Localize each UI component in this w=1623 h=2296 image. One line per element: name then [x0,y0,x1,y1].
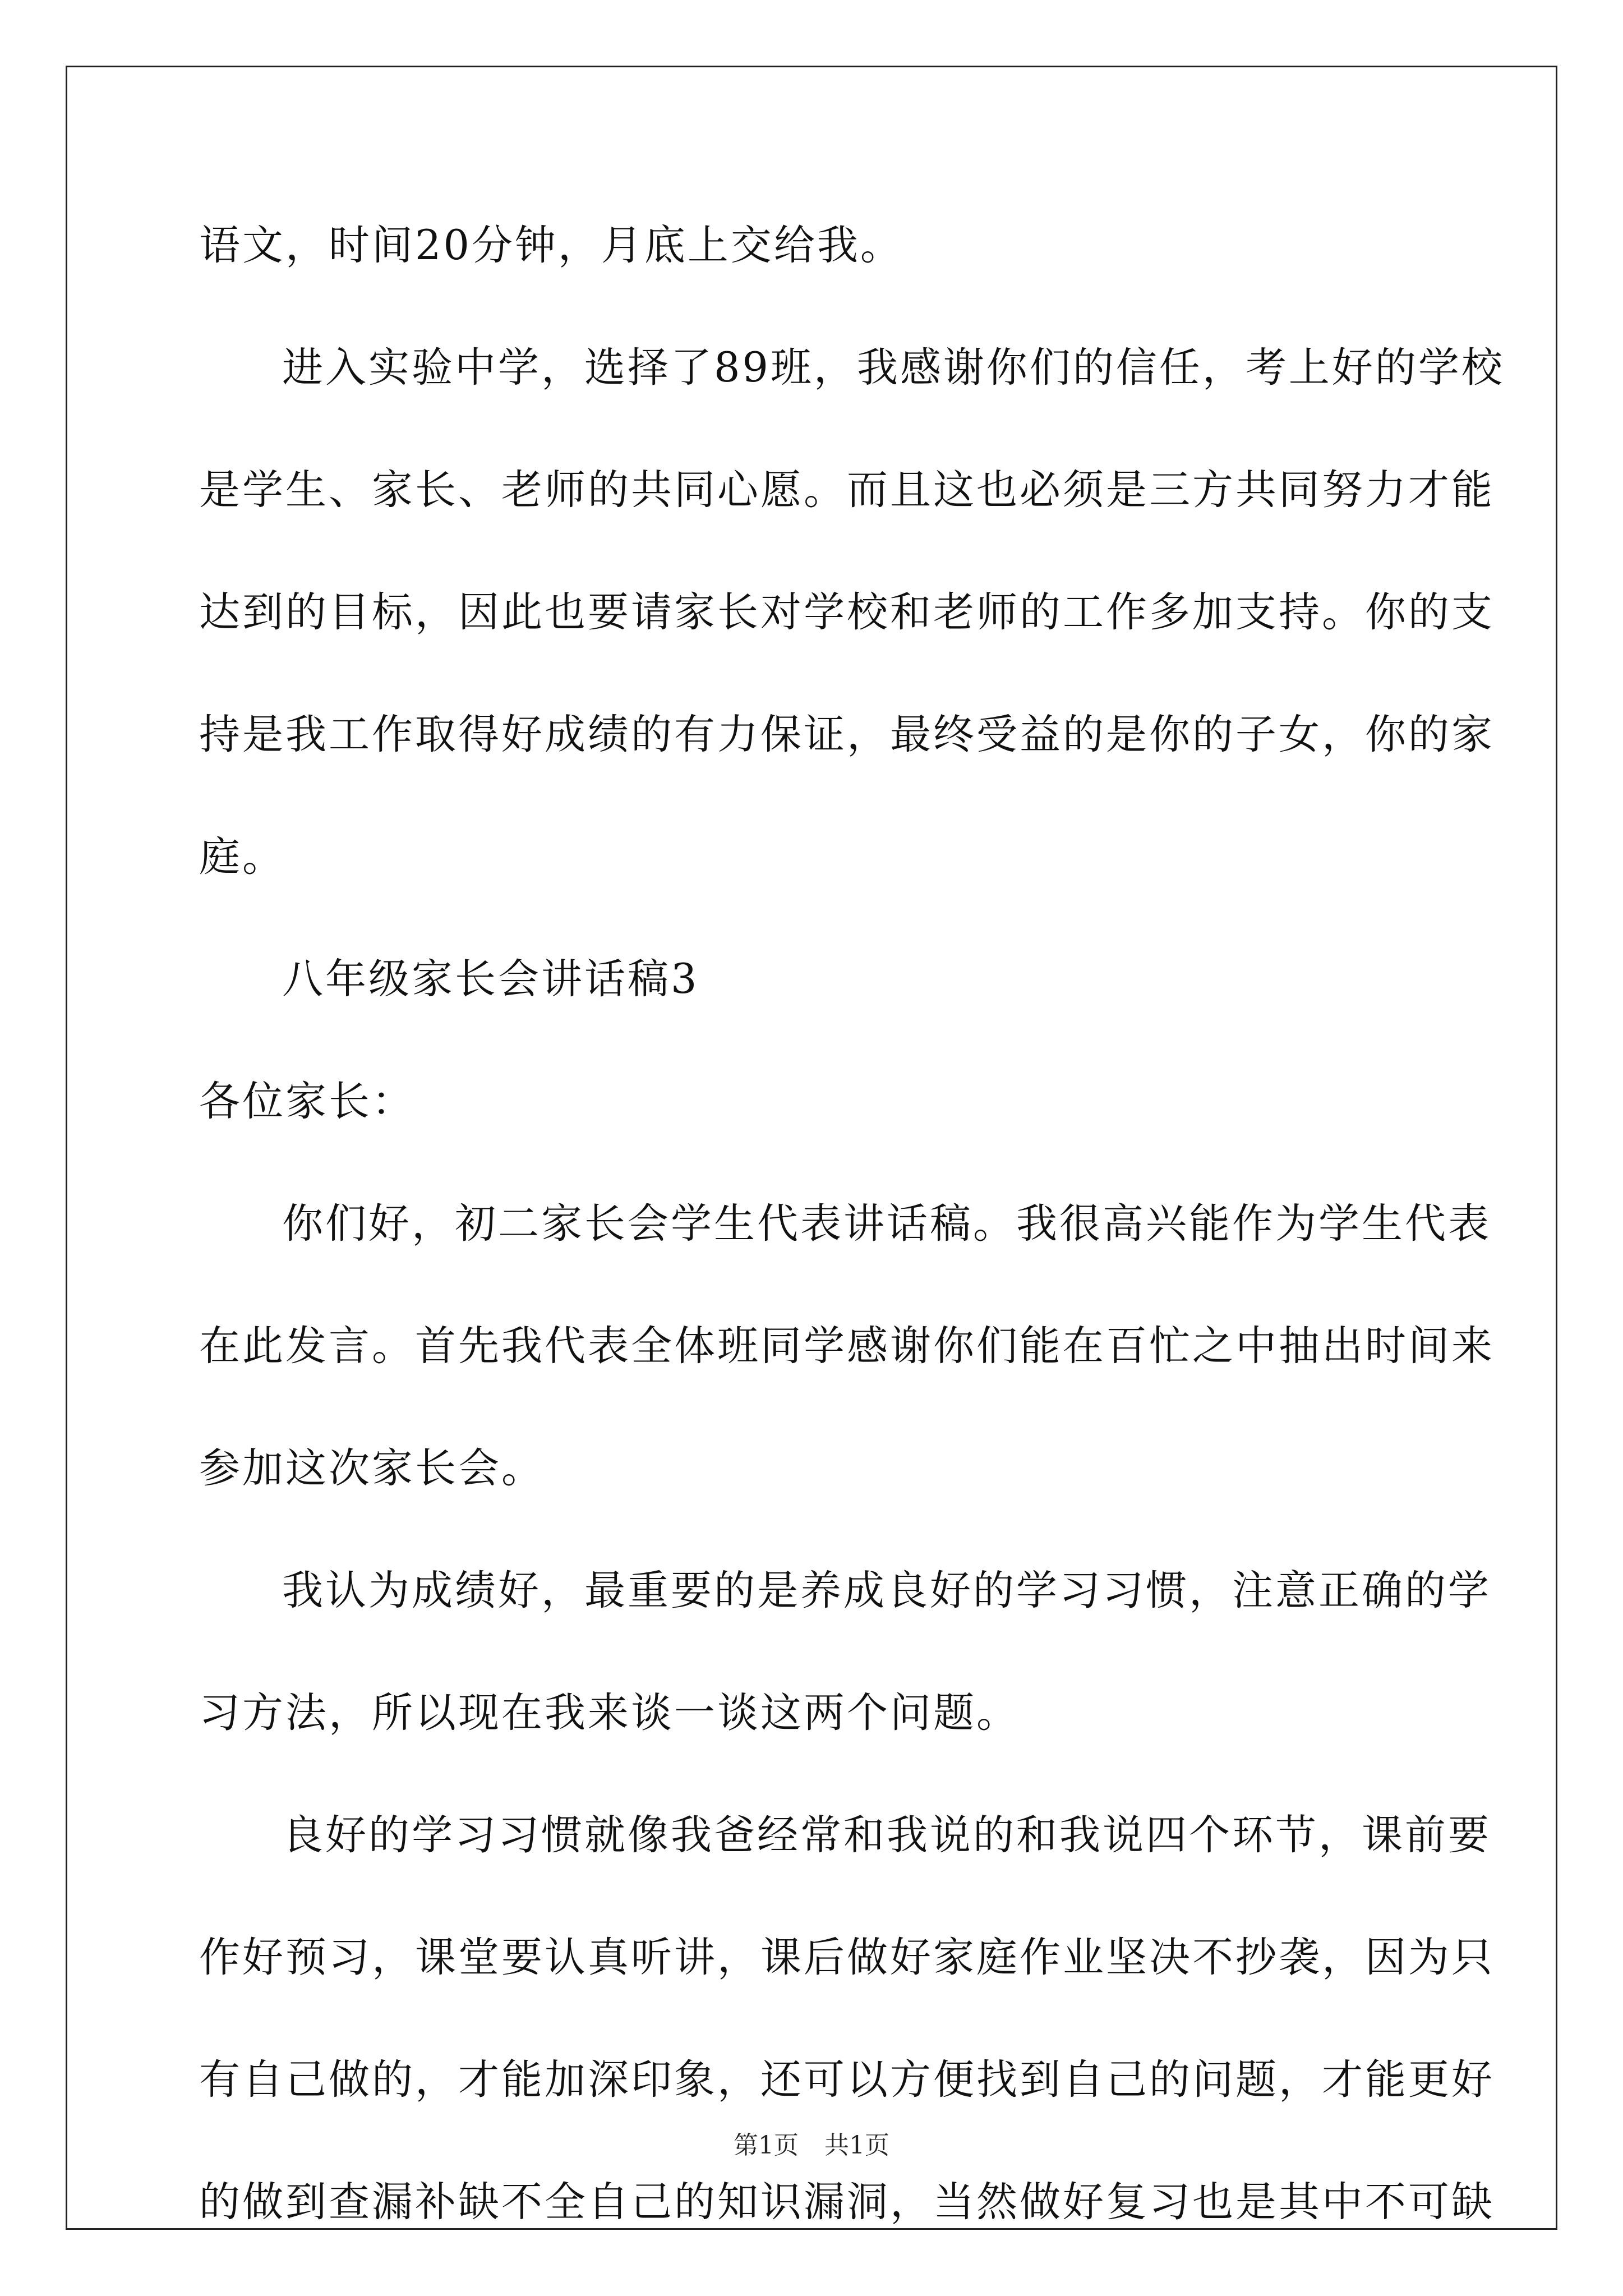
text-line: 在此发言。首先我代表全体班同学感谢你们能在百忙之中抽出时间来 [199,1322,1495,1370]
text-line: 习方法，所以现在我来谈一谈这两个问题。 [199,1689,1020,1737]
line-gap [199,276,1427,337]
text-line: 语文，时间20分钟，月底上交给我。 [199,222,903,269]
page-number: 第1页 [734,2131,799,2160]
line-gap [199,1621,1427,1682]
line-gap [199,1254,1427,1315]
line-gap [199,1132,1427,1193]
text-line: 有自己做的，才能加深印象，还可以方便找到自己的问题，才能更好 [199,2056,1495,2104]
text-line: 的做到查漏补缺不全自己的知识漏洞，当然做好复习也是其中不可缺 [199,2178,1495,2226]
salutation: 各位家长： [199,1078,415,1125]
line-gap [199,1010,1427,1071]
line-gap [199,398,1427,459]
section-heading: 八年级家长会讲话稿3 [282,955,699,1003]
text-line: 作好预习，课堂要认真听讲，课后做好家庭作业坚决不抄袭，因为只 [199,1934,1495,1981]
text-line: 良好的学习习惯就像我爸经常和我说的和我说四个环节，课前要 [282,1811,1491,1859]
text-line: 是学生、家长、老师的共同心愿。而且这也必须是三方共同努力才能 [199,466,1495,514]
page-footer [0,2129,1623,2162]
text-line: 持是我工作取得好成绩的有力保证，最终受益的是你的子女，你的家 [199,711,1495,758]
page-total: 共1页 [824,2131,889,2160]
text-line: 我认为成绩好，最重要的是养成良好的学习习惯，注意正确的学 [282,1567,1491,1614]
line-gap [199,521,1427,582]
line-gap [199,1743,1427,1805]
line-gap [199,887,1427,949]
text-line: 庭。 [199,833,285,881]
line-gap [199,1499,1427,1560]
text-line: 达到的目标，因此也要请家长对学校和老师的工作多加支持。你的支 [199,588,1495,636]
line-gap [199,1377,1427,1438]
line-gap [199,643,1427,704]
document-body [199,215,1505,2233]
line-gap [199,765,1427,826]
text-line: 参加这次家长会。 [199,1444,545,1492]
text-line: 你们好，初二家长会学生代表讲话稿。我很高兴能作为学生代表 [282,1200,1491,1248]
text-line: 进入实验中学，选择了89班，我感谢你们的信任，考上好的学校 [282,344,1505,392]
line-gap [199,1988,1427,2049]
line-gap [199,1866,1427,1927]
